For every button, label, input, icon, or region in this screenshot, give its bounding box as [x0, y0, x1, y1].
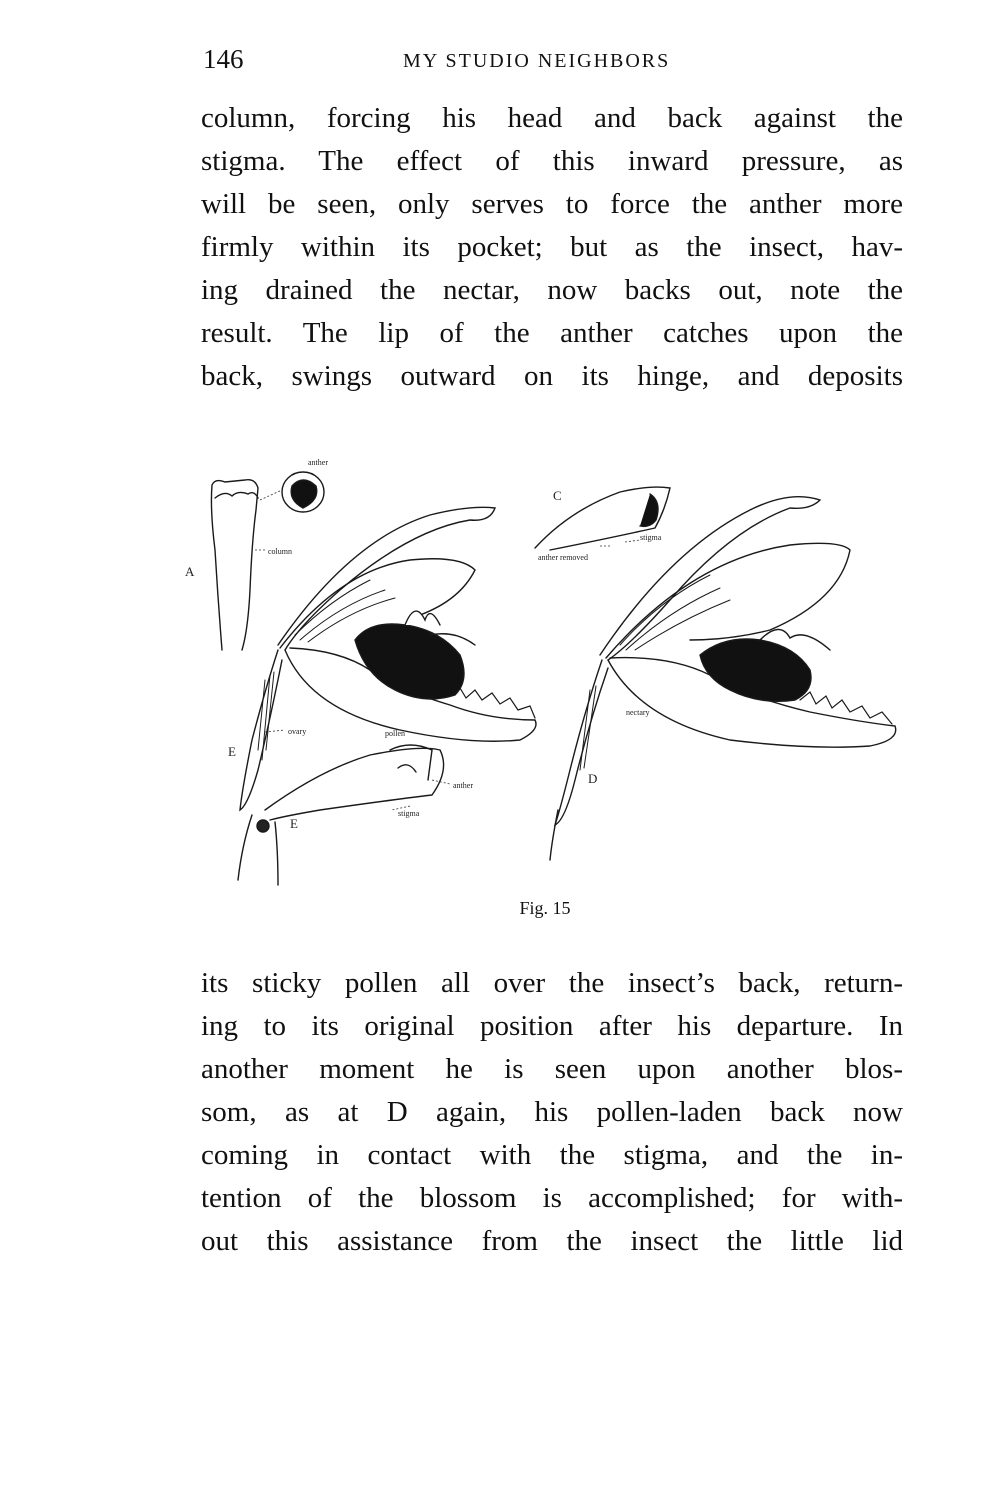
- text-line: tention of the blossom is accomplished; for with-: [201, 1182, 903, 1214]
- right-ovary-hatch: [580, 686, 596, 770]
- leader-line: [260, 490, 282, 500]
- label-anther-removed: anther removed: [538, 553, 588, 562]
- label-nectary: nectary: [626, 708, 650, 717]
- label-stigma-e: stigma: [398, 809, 420, 818]
- label-a: A: [185, 564, 195, 579]
- c-detail-stigma: [640, 494, 658, 526]
- label-e-detail: E: [290, 816, 298, 831]
- label-pollen: pollen: [385, 729, 405, 738]
- text-line: its sticky pollen all over the insect’s back, return-: [201, 967, 903, 999]
- paragraph-top: [201, 97, 903, 398]
- right-ovary: [555, 660, 608, 825]
- running-title: MY STUDIO NEIGHBORS: [403, 50, 671, 72]
- paragraph-bottom: [201, 962, 903, 1263]
- label-d: D: [588, 771, 598, 786]
- text-line: ing drained the nectar, now backs out, note the: [201, 274, 903, 306]
- left-insect-wing: [405, 611, 440, 625]
- column-a-shape: [211, 480, 258, 650]
- drawing-lines: [211, 472, 895, 885]
- page-number: 146: [203, 44, 244, 74]
- right-insect-body: [700, 639, 811, 701]
- label-column: column: [268, 547, 292, 556]
- e-detail-stigma: [398, 765, 416, 772]
- page-header: [203, 44, 903, 84]
- orchid-illustration: [170, 450, 930, 895]
- text-line: another moment he is seen upon another blos-: [201, 1053, 903, 1085]
- label-anther-top: anther: [308, 458, 328, 467]
- label-stigma-c: stigma: [640, 533, 662, 542]
- caption-text: Fig. 15: [519, 898, 571, 918]
- anther-capsule-fill: [291, 480, 317, 508]
- left-flower-lip-fringe: [450, 688, 535, 718]
- text-line: stigma. The effect of this inward pressure, as: [201, 145, 903, 177]
- left-ovary-hatch: [258, 672, 274, 760]
- label-c: C: [553, 488, 562, 503]
- text-line: result. The lip of the anther catches upon the: [201, 317, 903, 349]
- text-line: firmly within its pocket; but as the insect, hav-: [201, 231, 903, 263]
- e-detail-pollen: [257, 820, 269, 832]
- column-a-top: [215, 492, 258, 498]
- leader-line: [625, 540, 640, 542]
- text-line: som, as at D again, his pollen-laden back now: [201, 1096, 903, 1128]
- label-e-left: E: [228, 744, 236, 759]
- figure-caption: [0, 898, 1000, 919]
- left-insect-body: [355, 624, 464, 699]
- text-line: back, swings outward on its hinge, and deposits: [201, 360, 903, 392]
- orchid-drawing: [170, 450, 930, 895]
- leader-line: [432, 780, 450, 784]
- right-flower-sepal: [600, 497, 820, 660]
- label-ovary: ovary: [288, 727, 307, 736]
- text-line: ing to its original position after his departure. In: [201, 1010, 903, 1042]
- text-line: coming in contact with the stigma, and the in-: [201, 1139, 903, 1171]
- text-line: out this assistance from the insect the little lid: [201, 1225, 903, 1257]
- label-anther-e: anther: [453, 781, 473, 790]
- text-line: column, forcing his head and back against the: [201, 102, 903, 134]
- left-ovary: [240, 650, 282, 810]
- right-stem: [550, 810, 558, 860]
- text-line: will be seen, only serves to force the anther more: [201, 188, 903, 220]
